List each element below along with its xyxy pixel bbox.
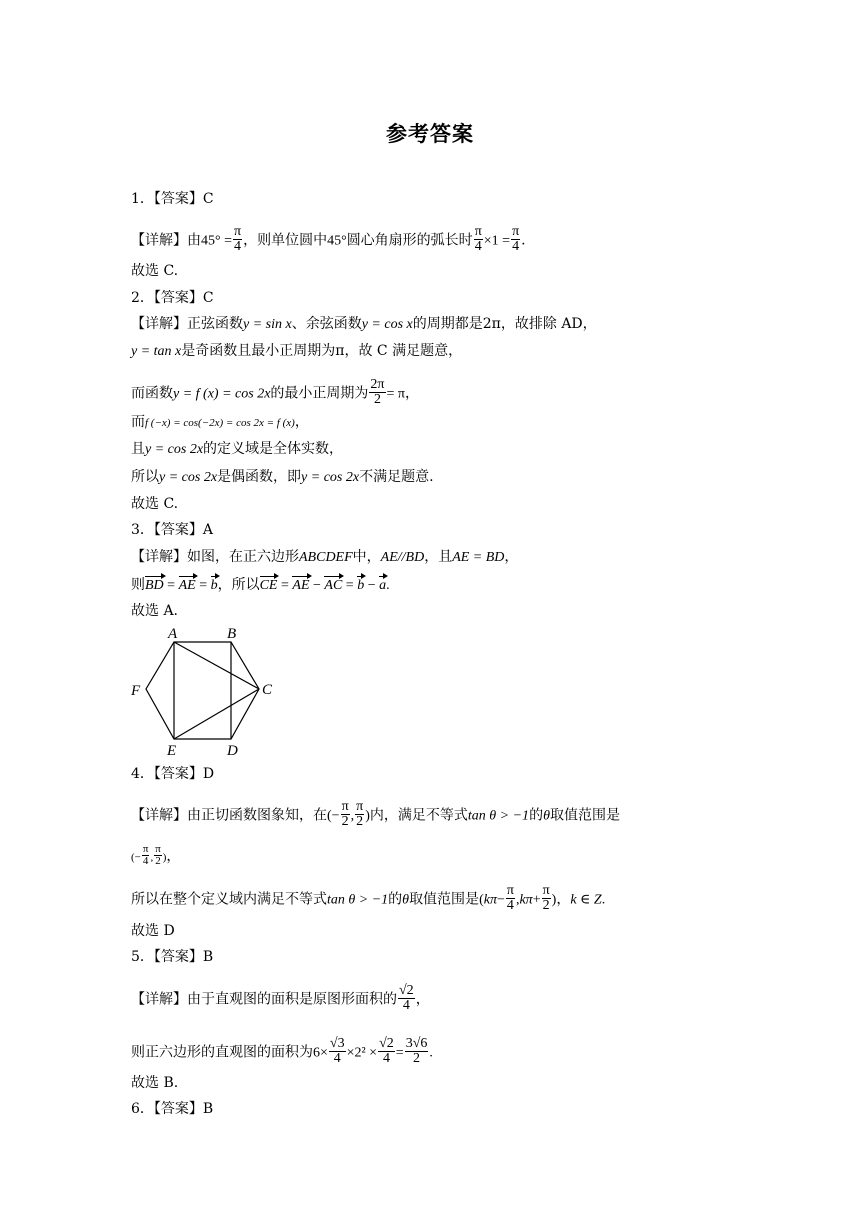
q3-line1: 【详解】如图，在正六边形ABCDEF中，AE//BD，且AE = BD， (131, 549, 519, 565)
q2-answer: 2．【答案】C (131, 290, 214, 306)
q4-line1: 【详解】由正切函数图象知，在(− $\frac{\pi}{2}$ , $\frac{\pi}{2}$ )内，满足不等式tan θ > −1的θ取值范围是 (131, 799, 620, 829)
q3-answer: 3．【答案】A (131, 522, 214, 538)
q2-line4: 而f (−x) = cos(−2x) = cos 2x = f (x)， (131, 414, 309, 430)
q2-conclusion: 故选 C. (131, 496, 179, 512)
label-c: C (262, 682, 273, 698)
segment-ce (174, 689, 259, 739)
q4-line3: 所以在整个定义域内满足不等式tan θ > −1的θ取值范围是(kπ− $\frac{\pi}{4}$ ,kπ+ $\frac{\pi}{2}$ )，k ∈ Z. (131, 883, 606, 913)
segment-ac (174, 642, 259, 689)
q2-line5: 且y = cos 2x的定义域是全体实数， (131, 441, 344, 457)
q4-conclusion: 故选 D (131, 923, 175, 939)
q3-line2: 则BD = AE = b，所以CE = AE − AC = b − a. (131, 577, 390, 593)
q1-conclusion: 故选 C. (131, 263, 179, 279)
q6-answer: 6．【答案】B (131, 1101, 214, 1117)
q2-line6: 所以y = cos 2x是偶函数，即y = cos 2x不满足题意. (131, 469, 434, 485)
q3-conclusion: 故选 A. (131, 603, 179, 619)
q1-detail: 【详解】由45° = $\frac{\pi}{4}$ ，则单位圆中45°圆心角扇形的弧长时 $\frac{\pi}{4}$ ×1 = $\frac{\pi}{4}$ . (131, 224, 526, 254)
q5-line1: 【详解】由于直观图的面积是原图形面积的 $\frac{√2}{4}$ ， (131, 983, 430, 1013)
label-a: A (168, 626, 178, 642)
label-d: D (227, 743, 238, 759)
label-b: B (227, 626, 237, 642)
q5-conclusion: 故选 B. (131, 1075, 179, 1091)
q2-line1: 【详解】正弦函数y = sin x、余弦函数y = cos x的周期都是2π，故排除 AD， (131, 316, 597, 332)
q2-line3: 而函数y = f (x) = cos 2x的最小正周期为 $\frac{2\pi}{2}$ = π， (131, 377, 419, 407)
label-e: E (167, 743, 177, 759)
q2-line2: y = tan x是奇函数且最小正周期为π，故 C 满足题意， (131, 343, 463, 359)
q4-line2: (− $\frac{\pi}{4}$ , $\frac{\pi}{2}$ )， (131, 843, 181, 867)
q4-answer: 4．【答案】D (131, 766, 215, 782)
hexagon-figure (125, 622, 285, 762)
hexagon-outline (146, 642, 259, 739)
q5-answer: 5．【答案】B (131, 949, 214, 965)
page-title: 参考答案 (386, 122, 474, 146)
q1-answer: 1．【答案】C (131, 191, 214, 207)
label-f: F (131, 683, 141, 699)
q5-line2: 则正六边形的直观图的面积为6× $\frac{√3}{4}$ ×2² × $\frac{√2}{4}$ = $\frac{3√6}{2}$ . (131, 1036, 433, 1066)
